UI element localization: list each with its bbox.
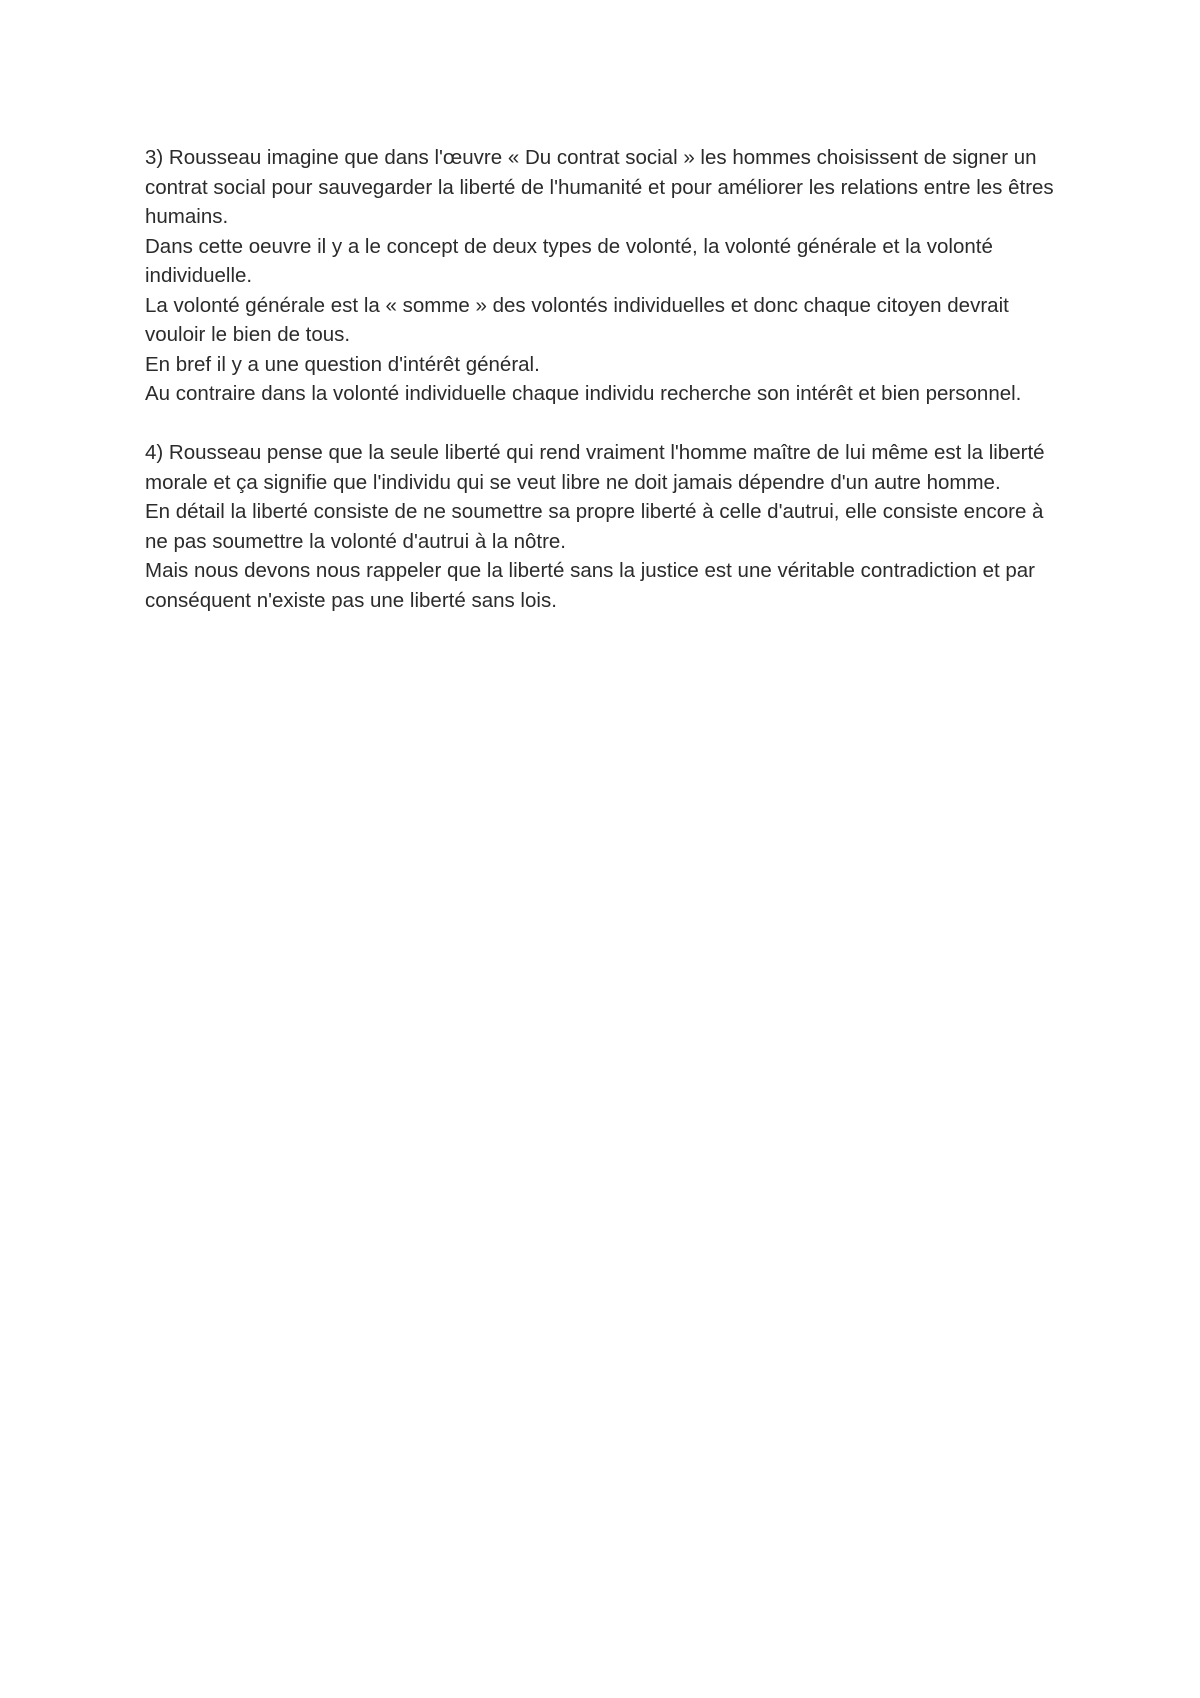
section-3-line-5: Au contraire dans la volonté individuelle chaque individu recherche son intérêt et bien personnel. bbox=[145, 382, 1022, 405]
answer-section-3 bbox=[145, 143, 1065, 409]
section-3-line-3: La volonté générale est la « somme » des volontés individuelles et donc chaque citoyen devrait vouloir le bien de tous. bbox=[145, 293, 1009, 346]
section-4-line-3: Mais nous devons nous rappeler que la liberté sans la justice est une véritable contradiction et par conséquent n'existe pas une liberté sans lois. bbox=[145, 559, 1035, 612]
answer-section-4 bbox=[145, 438, 1065, 615]
section-3-line-4: En bref il y a une question d'intérêt général. bbox=[145, 352, 540, 376]
section-3-line-1: 3) Rousseau imagine que dans l'œuvre « Du contrat social » les hommes choisissent de signer un contrat social pour sauvegarder la liberté de l'humanité et pour améliorer les relations entre les êtres humains. bbox=[145, 146, 1054, 228]
section-3-line-2: Dans cette oeuvre il y a le concept de deux types de volonté, la volonté générale et la volonté individuelle. bbox=[145, 234, 993, 287]
paragraph-spacer bbox=[145, 409, 1065, 439]
document-body bbox=[145, 143, 1065, 615]
section-4-line-1: 4) Rousseau pense que la seule liberté qui rend vraiment l'homme maître de lui même est la liberté morale et ça signifie que l'individu qui se veut libre ne doit jamais dépendre d'un autre homme. bbox=[145, 441, 1045, 494]
section-4-line-2: En détail la liberté consiste de ne soumettre sa propre liberté à celle d'autrui, elle consiste encore à ne pas soumettre la volonté d'autrui à la nôtre. bbox=[145, 500, 1044, 553]
